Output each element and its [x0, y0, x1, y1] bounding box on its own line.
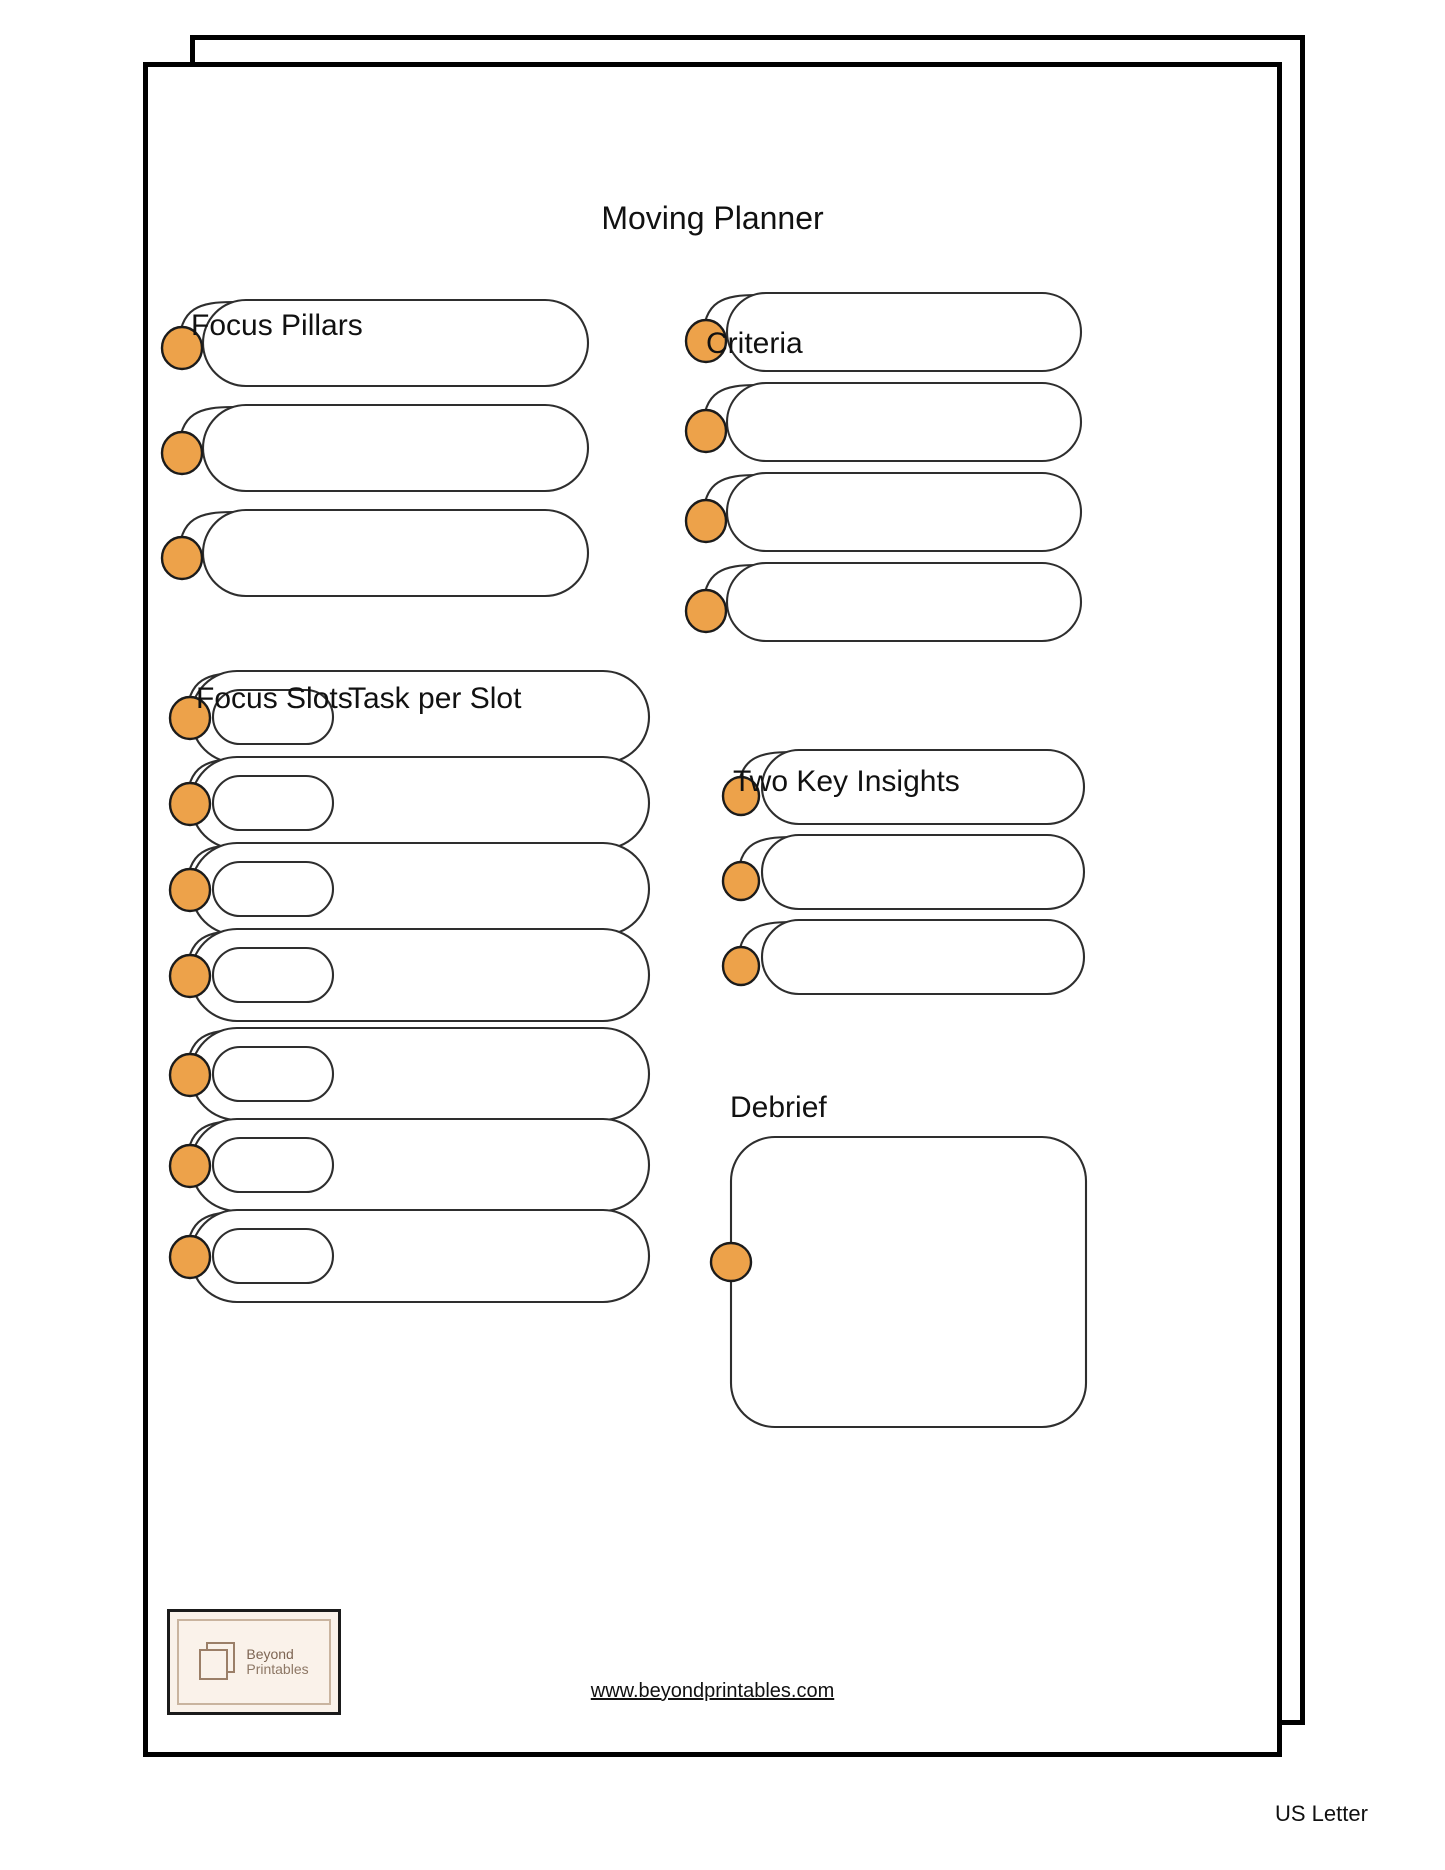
brand-name — [246, 1647, 308, 1677]
focus-pillars-group — [162, 300, 588, 596]
focus-slots-slot-box-2[interactable] — [213, 776, 333, 830]
criteria-node-3[interactable] — [686, 500, 726, 542]
focus-slots-node-4[interactable] — [170, 955, 210, 997]
focus-pillars-node-3[interactable] — [162, 537, 202, 579]
section-heading-focus-pillars: Focus Pillars — [191, 309, 363, 342]
debrief-group — [711, 1137, 1086, 1427]
criteria-pill-2[interactable] — [727, 383, 1081, 461]
page-title: Moving Planner — [601, 200, 824, 236]
focus-slots-group — [170, 671, 649, 1302]
focus-slots-slot-box-3[interactable] — [213, 862, 333, 916]
debrief-box[interactable] — [731, 1137, 1086, 1427]
two-key-insights-node-3[interactable] — [723, 947, 759, 985]
focus-slots-node-6[interactable] — [170, 1145, 210, 1187]
website-link[interactable]: www.beyondprintables.com — [590, 1680, 835, 1702]
focus-pillars-pill-3[interactable] — [203, 510, 588, 596]
debrief-node[interactable] — [711, 1243, 751, 1281]
paper-size-label: US Letter — [1275, 1801, 1368, 1826]
focus-pillars-pill-2[interactable] — [203, 405, 588, 491]
focus-slots-node-2[interactable] — [170, 783, 210, 825]
focus-slots-node-5[interactable] — [170, 1054, 210, 1096]
two-key-insights-pill-3[interactable] — [762, 920, 1084, 994]
focus-slots-node-3[interactable] — [170, 869, 210, 911]
criteria-node-2[interactable] — [686, 410, 726, 452]
brand-name-line1: Beyond — [246, 1645, 294, 1662]
focus-slots-slot-box-7[interactable] — [213, 1229, 333, 1283]
two-key-insights-node-2[interactable] — [723, 862, 759, 900]
two-key-insights-pill-2[interactable] — [762, 835, 1084, 909]
focus-slots-node-7[interactable] — [170, 1236, 210, 1278]
brand-name-line2: Printables — [246, 1661, 309, 1677]
focus-slots-slot-box-5[interactable] — [213, 1047, 333, 1101]
focus-slots-slot-box-4[interactable] — [213, 948, 333, 1002]
section-heading-focus-slots: Focus Slots — [196, 682, 353, 715]
section-heading-two-key-insights: Two Key Insights — [733, 765, 960, 798]
focus-pillars-node-2[interactable] — [162, 432, 202, 474]
section-heading-debrief: Debrief — [730, 1091, 827, 1124]
section-heading-criteria: Criteria — [706, 327, 803, 360]
criteria-pill-3[interactable] — [727, 473, 1081, 551]
stacked-pages-icon — [199, 1642, 237, 1682]
criteria-node-4[interactable] — [686, 590, 726, 632]
criteria-pill-4[interactable] — [727, 563, 1081, 641]
worksheet-canvas — [143, 62, 1282, 1757]
focus-slots-slot-box-6[interactable] — [213, 1138, 333, 1192]
section-heading-task-per-slot: Task per Slot — [348, 682, 522, 715]
